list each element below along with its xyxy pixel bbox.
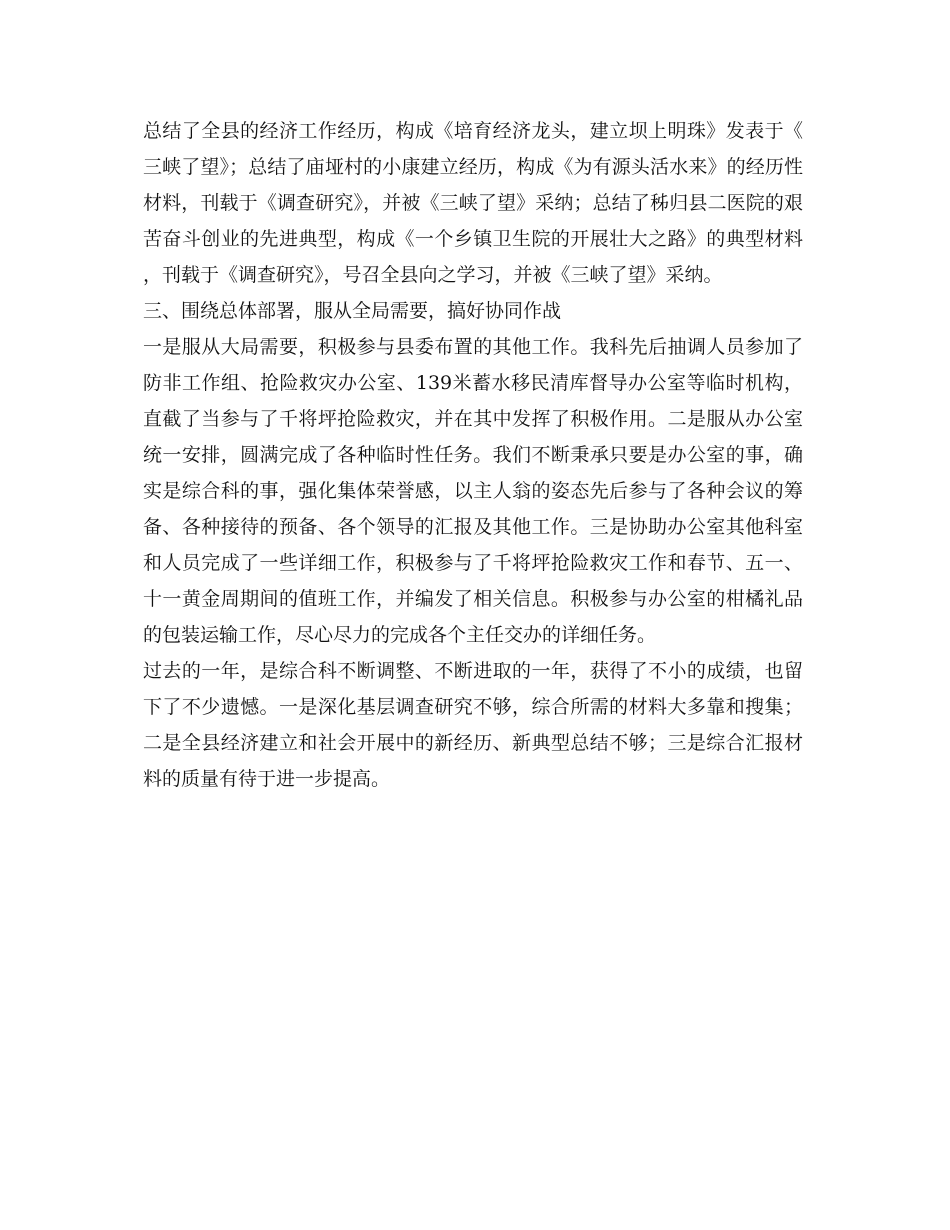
paragraph-year-review: 过去的一年，是综合科不断调整、不断进取的一年，获得了不小的成绩，也留下了不少遗憾。一是深化基层调查研究不够，综合所需的材料大多靠和搜集；二是全县经济建立和社会开展中的新经历、新典型总结不够；三是综合汇报材料的质量有待于进一步提高。 (143, 660, 803, 790)
section-heading-3: 三、围绕总体部署，服从全局需要，搞好协同作战 (143, 300, 562, 322)
paragraph-summary-materials: 总结了全县的经济工作经历，构成《培育经济龙头，建立坝上明珠》发表于《三峡了望》；总结了庙垭村的小康建立经历，构成《为有源头活水来》的经历性材料，刊载于《调查研究》，并被《三峡了望》采纳；总结了秭归县二医院的艰苦奋斗创业的先进典型，构成《一个乡镇卫生院的开展壮大之路》的典型材料，刊载于《调查研究》，号召全县向之学习，并被《三峡了望》采纳。 (143, 120, 803, 286)
document-body (143, 113, 803, 797)
paragraph-coordinated-work: 一是服从大局需要，积极参与县委布置的其他工作。我科先后抽调人员参加了防非工作组、抢险救灾办公室、139米蓄水移民清库督导办公室等临时机构，直截了当参与了千将坪抢险救灾，并在其中发挥了积极作用。二是服从办公室统一安排，圆满完成了各种临时性任务。我们不断秉承只要是办公室的事，确实是综合科的事，强化集体荣誉感，以主人翁的姿态先后参与了各种会议的筹备、各种接待的预备、各个领导的汇报及其他工作。三是协助办公室其他科室和人员完成了一些详细工作，积极参与了千将坪抢险救灾工作和春节、五一、十一黄金周期间的值班工作，并编发了相关信息。积极参与办公室的柑橘礼品的包装运输工作，尽心尽力的完成各个主任交办的详细任务。 (143, 336, 803, 646)
